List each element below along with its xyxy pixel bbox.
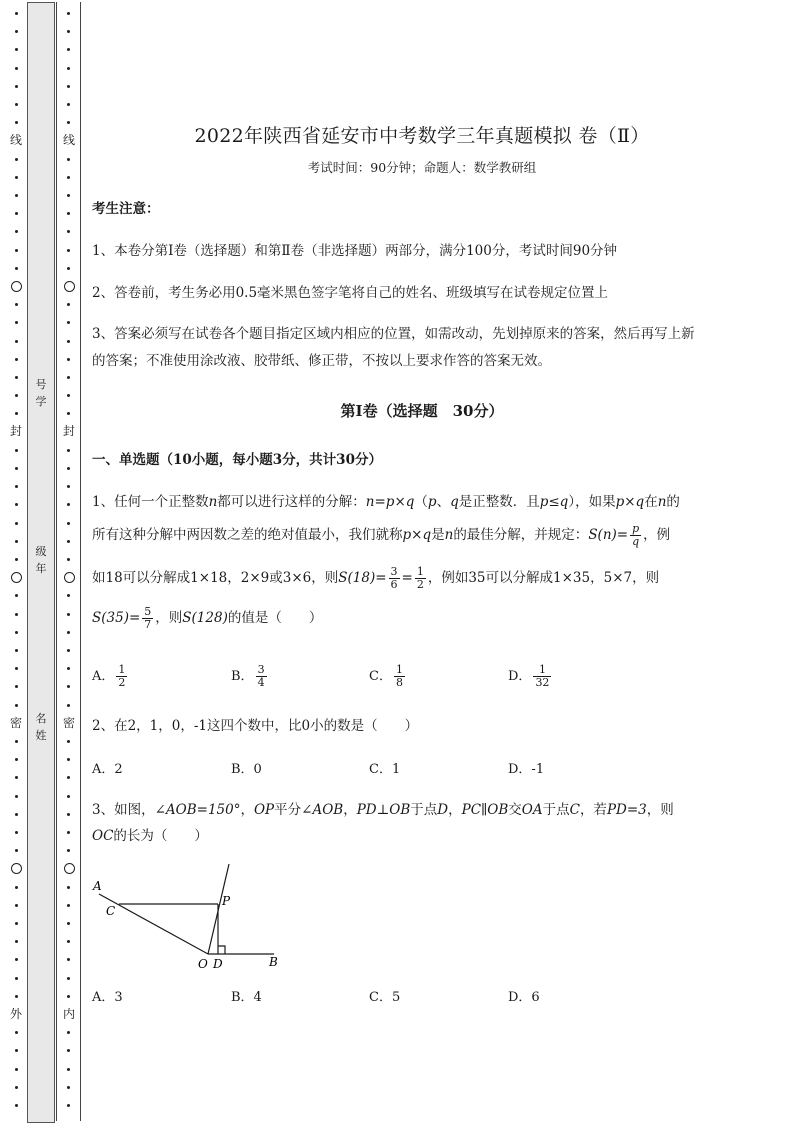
numerator: 1 — [533, 664, 551, 677]
cut-dot — [67, 958, 70, 961]
circle-mark — [64, 863, 75, 874]
cut-dot — [67, 394, 70, 397]
cut-dot — [67, 649, 70, 652]
point: D — [437, 802, 449, 818]
text: 交 — [508, 802, 522, 818]
student-number-label — [27, 378, 55, 408]
notice-item: 1、本卷分第Ⅰ卷（选择题）和第Ⅱ卷（非选择题）两部分，满分100分，考试时间90分钟 — [92, 243, 618, 259]
notice-heading: 考生注意： — [92, 201, 160, 217]
ray-oa — [99, 894, 208, 954]
text: （ — [414, 494, 428, 510]
cut-dot — [15, 485, 18, 488]
cut-dot — [15, 776, 18, 779]
q1-line-1 — [92, 488, 680, 516]
denominator: q — [632, 535, 640, 548]
cut-dot — [15, 995, 18, 998]
cut-dot — [15, 85, 18, 88]
cut-dot — [67, 1086, 70, 1089]
notice-item: 的答案；不准使用涂改液、胶带纸、修正带，不按以上要求作答的答案无效。 — [92, 353, 551, 369]
function: S(128) — [182, 610, 228, 626]
segment: OC — [92, 828, 114, 844]
cut-dot — [15, 613, 18, 616]
cut-dot — [67, 376, 70, 379]
q2-option-b[interactable]: B．0 — [231, 762, 262, 777]
q1-option-b[interactable] — [231, 664, 269, 689]
segment: OP — [253, 802, 275, 818]
fraction-p-over-q — [630, 523, 641, 548]
cut-dot — [67, 1031, 70, 1034]
cut-dot — [15, 831, 18, 834]
circle-mark — [11, 572, 22, 583]
cut-dot — [67, 995, 70, 998]
seal-mark: 封 — [9, 424, 22, 438]
text: 于点 — [410, 802, 438, 818]
cut-dot — [67, 358, 70, 361]
q3-stem-line-1 — [92, 796, 752, 824]
cut-dot — [15, 212, 18, 215]
denominator: 2 — [118, 676, 126, 689]
cut-dot — [67, 194, 70, 197]
fraction — [256, 664, 267, 689]
segment: OA — [521, 802, 543, 818]
cut-dot — [67, 1068, 70, 1071]
text: 是 — [431, 527, 445, 543]
secret-mark: 密 — [9, 716, 22, 730]
cut-dot — [15, 121, 18, 124]
q3-geometry-figure — [92, 862, 292, 972]
var: q — [450, 494, 459, 510]
denominator: 32 — [535, 676, 550, 689]
exam-title: 2022年陕西省延安市中考数学三年真题模拟 卷（Ⅱ） — [194, 125, 650, 147]
cut-dot — [67, 922, 70, 925]
relation: PC∥OB — [461, 802, 509, 818]
cut-dot — [67, 704, 70, 707]
cut-dot — [15, 522, 18, 525]
cut-dot — [15, 267, 18, 270]
q1-option-c[interactable] — [369, 664, 407, 689]
cut-dot — [67, 1104, 70, 1107]
q2-option-a[interactable]: A．2 — [92, 762, 123, 777]
cut-dot — [15, 667, 18, 670]
cut-dot — [67, 212, 70, 215]
cut-dot — [67, 121, 70, 124]
label-p: P — [222, 894, 231, 908]
option-letter: A． — [92, 669, 115, 684]
circle-mark — [11, 863, 22, 874]
text: 的 — [666, 494, 680, 510]
cut-dot — [15, 813, 18, 816]
inequality: p≤q — [539, 494, 569, 510]
text: 如18可以分解成1×18，2×9或3×6，则 — [92, 570, 339, 586]
numerator: 3 — [390, 565, 398, 578]
grade-label — [27, 545, 55, 575]
text: 平分 — [274, 802, 302, 818]
cut-dot — [67, 48, 70, 51]
cut-dot — [67, 12, 70, 15]
margin-rule — [80, 2, 81, 1121]
q1-line-2 — [92, 521, 670, 549]
section-title: 第Ⅰ卷（选择题 30分） — [340, 402, 504, 420]
text: 1、任何一个正整数 — [92, 494, 209, 510]
secret-mark: 密 — [62, 716, 75, 730]
angle: ∠AOB=150° — [154, 802, 241, 818]
notice-item: 2、答卷前，考生务必用0.5毫米黑色签字笔将自己的姓名、班级填写在试卷规定位置上 — [92, 285, 609, 301]
cut-dot — [15, 1031, 18, 1034]
q3-option-c[interactable]: C．5 — [369, 990, 401, 1005]
text: 、 — [436, 494, 451, 510]
cut-dot — [67, 485, 70, 488]
denominator: 6 — [390, 578, 398, 591]
q1-line-3: 如18可以分解成1×18，2×9或3×6，则S(18)= $\frac{3}{6}$ = $\frac{1}{2}$ ，例如35可以分解成1×35，5×7，则 — [92, 565, 660, 591]
text: 是正整数．且 — [458, 494, 540, 510]
label-char: 年 — [35, 562, 47, 575]
denominator: 7 — [144, 618, 152, 631]
cut-dot — [67, 522, 70, 525]
cut-dot — [15, 631, 18, 634]
line-mark: 线 — [9, 133, 22, 147]
cut-dot — [67, 558, 70, 561]
function: S(18)= — [338, 570, 387, 586]
cut-dot — [67, 667, 70, 670]
right-angle-mark — [218, 946, 225, 954]
fraction — [415, 566, 426, 591]
cut-dot — [15, 649, 18, 652]
cut-dot — [15, 12, 18, 15]
cut-dot — [15, 48, 18, 51]
cut-dot — [67, 67, 70, 70]
cut-dot — [15, 376, 18, 379]
cut-dot — [15, 849, 18, 852]
expression: p×q — [402, 527, 432, 543]
cut-dot — [67, 267, 70, 270]
q2-stem: 2、在2，1，0，-1这四个数中，比0小的数是（ ） — [92, 718, 419, 734]
text: 都可以进行这样的分解： — [217, 494, 366, 510]
notice-item: 3、答案必须写在试卷各个题目指定区域内相应的位置，如需改动，先划掉原来的答案，然后再写上新 — [92, 326, 695, 342]
cut-dot — [15, 740, 18, 743]
cut-dot — [15, 795, 18, 798]
cut-dot — [15, 230, 18, 233]
cut-dot — [15, 594, 18, 597]
cut-dot — [15, 1049, 18, 1052]
fraction — [142, 606, 153, 631]
q1-line-4 — [92, 604, 322, 632]
label-char: 号 — [35, 378, 47, 391]
cut-dot — [67, 30, 70, 33]
option-letter: D． — [508, 669, 532, 684]
cut-dot — [15, 1068, 18, 1071]
q1-option-d[interactable] — [508, 664, 553, 689]
cut-dot — [67, 230, 70, 233]
label-d: D — [213, 957, 223, 971]
var: n — [208, 494, 218, 510]
q3-stem-line-2 — [92, 822, 208, 850]
fraction — [533, 664, 551, 689]
cut-dot — [15, 340, 18, 343]
numerator: 1 — [395, 663, 403, 676]
equation: n=p×q — [365, 494, 415, 510]
q3-option-a[interactable]: A．3 — [92, 990, 123, 1005]
cut-dot — [67, 340, 70, 343]
margin-rule — [56, 2, 57, 1121]
q3-option-b[interactable]: B．4 — [231, 990, 262, 1005]
text: ，则 — [646, 802, 674, 818]
var: n — [444, 527, 454, 543]
cut-dot — [15, 303, 18, 306]
text: ， — [343, 802, 357, 818]
cut-dot — [15, 904, 18, 907]
option-letter: B． — [231, 669, 254, 684]
circle-mark — [11, 281, 22, 292]
cut-dot — [15, 540, 18, 543]
cut-dot — [15, 922, 18, 925]
cut-dot — [67, 449, 70, 452]
inner-mark: 内 — [62, 1007, 75, 1021]
part-heading: 一、单选题（10小题，每小题3分，共计30分） — [92, 452, 382, 468]
q2-option-c[interactable]: C．1 — [369, 762, 401, 777]
text: ， — [448, 802, 462, 818]
label-b: B — [269, 955, 278, 969]
label-o: O — [198, 957, 208, 971]
cut-dot — [15, 704, 18, 707]
label-char: 名 — [35, 712, 47, 725]
q1-option-a[interactable] — [92, 664, 129, 689]
cut-dot — [15, 958, 18, 961]
option-letter: C． — [369, 669, 392, 684]
cut-dot — [67, 1049, 70, 1052]
cut-dot — [67, 412, 70, 415]
q2-option-d[interactable]: D．-1 — [508, 762, 545, 777]
cut-dot — [67, 795, 70, 798]
cut-dot — [15, 758, 18, 761]
cut-dot — [15, 467, 18, 470]
cut-dot — [67, 103, 70, 106]
cut-dot — [67, 176, 70, 179]
cut-dot — [15, 558, 18, 561]
cut-dot — [15, 67, 18, 70]
cut-dot — [15, 449, 18, 452]
cut-dot — [15, 194, 18, 197]
angle: ∠AOB — [301, 802, 344, 818]
text: ，则 — [155, 610, 183, 626]
numerator: 3 — [257, 663, 265, 676]
cut-dot — [67, 321, 70, 324]
cut-dot — [15, 103, 18, 106]
var: p — [427, 494, 437, 510]
label-a: A — [93, 879, 102, 893]
label-char: 学 — [35, 395, 47, 408]
cut-dot — [15, 685, 18, 688]
numerator: 1 — [118, 663, 126, 676]
text: ， — [240, 802, 254, 818]
text: 所有这种分解中两因数之差的绝对值最小，我们就称 — [92, 527, 403, 543]
cut-dot — [15, 394, 18, 397]
outer-mark: 外 — [9, 1007, 22, 1021]
expression: p×q — [615, 494, 645, 510]
line-mark: 线 — [62, 133, 75, 147]
cut-dot — [15, 249, 18, 252]
exam-subtitle: 考试时间：90分钟；命题人：数学教研组 — [307, 160, 537, 175]
denominator: 8 — [395, 676, 403, 689]
text: ），如果 — [568, 494, 616, 510]
cut-dot — [15, 358, 18, 361]
cut-dot — [15, 321, 18, 324]
cut-dot — [67, 467, 70, 470]
circle-mark — [64, 281, 75, 292]
numerator: p — [632, 522, 640, 535]
cut-dot — [67, 158, 70, 161]
cut-dot — [15, 940, 18, 943]
cut-dot — [15, 977, 18, 980]
numerator: 5 — [144, 605, 152, 618]
cut-dot — [67, 85, 70, 88]
cut-dot — [67, 613, 70, 616]
cut-dot — [67, 631, 70, 634]
cut-dot — [15, 30, 18, 33]
cut-dot — [67, 685, 70, 688]
cut-dot — [15, 1104, 18, 1107]
cut-dot — [67, 977, 70, 980]
cut-dot — [67, 904, 70, 907]
fraction — [389, 566, 400, 591]
q3-option-d[interactable]: D．6 — [508, 990, 540, 1005]
text: 的值是（ ） — [227, 610, 323, 626]
name-label — [27, 712, 55, 742]
fraction — [116, 664, 127, 689]
text: 在 — [644, 494, 658, 510]
cut-dot — [67, 540, 70, 543]
cut-dot — [67, 849, 70, 852]
text: 3、如图， — [92, 802, 155, 818]
cut-dot — [15, 503, 18, 506]
cut-dot — [67, 594, 70, 597]
cut-dot — [67, 303, 70, 306]
fraction — [394, 664, 405, 689]
cut-dot — [67, 249, 70, 252]
label-char: 姓 — [35, 729, 47, 742]
text: 的长为（ ） — [113, 828, 208, 844]
binding-margin — [0, 0, 82, 1123]
equation: PD=3 — [606, 802, 647, 818]
text: 于点 — [542, 802, 570, 818]
cut-dot — [15, 886, 18, 889]
cut-dot — [15, 412, 18, 415]
cut-dot — [15, 158, 18, 161]
cut-dot — [67, 758, 70, 761]
relation: PD⊥OB — [356, 802, 411, 818]
cut-dot — [67, 503, 70, 506]
cut-dot — [67, 776, 70, 779]
text: 的最佳分解，并规定： — [453, 527, 589, 543]
label-char: 级 — [35, 545, 47, 558]
seal-mark: 封 — [62, 424, 75, 438]
cut-dot — [67, 831, 70, 834]
var: n — [657, 494, 667, 510]
text: ，例如35可以分解成1×35，5×7，则 — [427, 570, 660, 586]
cut-dot — [67, 940, 70, 943]
cut-dot — [67, 740, 70, 743]
cut-dot — [15, 1086, 18, 1089]
cut-dot — [67, 813, 70, 816]
denominator: 2 — [416, 578, 424, 591]
label-c: C — [106, 904, 116, 918]
function: S(35)= — [92, 610, 141, 626]
function: S(n)= — [588, 527, 629, 543]
text: ，例 — [643, 527, 671, 543]
cut-dot — [15, 176, 18, 179]
circle-mark — [64, 572, 75, 583]
numerator: 1 — [416, 565, 424, 578]
text: ，若 — [579, 802, 607, 818]
point: C — [569, 802, 580, 818]
cut-dot — [67, 886, 70, 889]
denominator: 4 — [257, 676, 265, 689]
